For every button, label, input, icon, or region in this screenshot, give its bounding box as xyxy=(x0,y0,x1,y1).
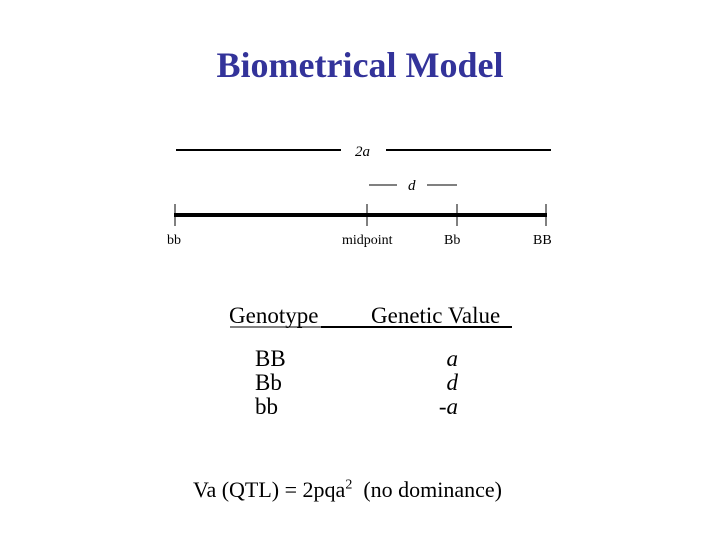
tick-label-Bb: Bb xyxy=(444,233,461,248)
formula-exponent: 2 xyxy=(345,477,353,493)
genotype-Bb: Bb xyxy=(255,370,282,395)
genotype-bb: bb xyxy=(255,394,278,419)
span-d-label: d xyxy=(408,178,416,194)
span-2a-label: 2a xyxy=(355,144,370,160)
genotype-BB: BB xyxy=(255,346,286,371)
formula-suffix: (no dominance) xyxy=(363,477,502,502)
genotype-column xyxy=(255,347,286,419)
page-title: Biometrical Model xyxy=(216,45,504,85)
formula-prefix: Va (QTL) = 2pqa xyxy=(193,477,346,502)
value-BB: a xyxy=(446,346,458,371)
tick-label-bb: bb xyxy=(167,233,181,248)
variance-formula xyxy=(193,477,502,503)
value-Bb: d xyxy=(446,370,458,395)
genotype-header: Genotype xyxy=(229,303,319,328)
genetic-value-header: Genetic Value xyxy=(371,303,501,328)
value-bb: -a xyxy=(438,394,458,419)
genetic-value-column xyxy=(418,347,458,419)
tick-label-BB: BB xyxy=(533,233,552,248)
tick-label-midpoint: midpoint xyxy=(342,233,393,248)
